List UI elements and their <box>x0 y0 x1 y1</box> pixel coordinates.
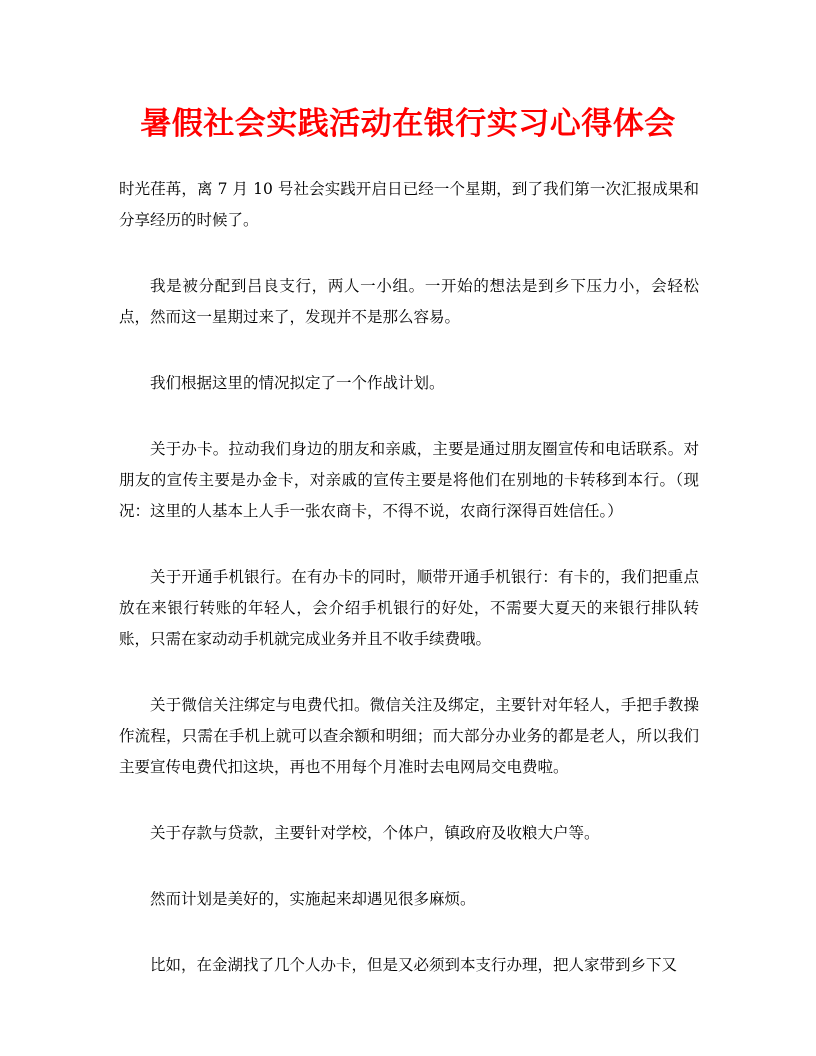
paragraph: 关于办卡。拉动我们身边的朋友和亲戚，主要是通过朋友圈宣传和电话联系。对朋友的宣传主要是办金卡，对亲戚的宣传主要是将他们在别地的卡转移到本行。（现况：这里的人基本上人手一张农商卡，不得不说，农商行深得百姓信任。） <box>119 440 699 520</box>
paragraph: 时光荏苒，离 7 月 10 号社会实践开启日已经一个星期，到了我们第一次汇报成果和分享经历的时候了。 <box>119 180 699 229</box>
document-title: 暑假社会实践活动在银行实习心得体会 <box>140 106 676 142</box>
paragraph: 我是被分配到吕良支行，两人一小组。一开始的想法是到乡下压力小，会轻松点，然而这一星期过来了，发现并不是那么容易。 <box>119 277 699 326</box>
document-body <box>119 174 699 1016</box>
paragraph: 关于开通手机银行。在有办卡的同时，顺带开通手机银行：有卡的，我们把重点放在来银行转账的年轻人，会介绍手机银行的好处，不需要大夏天的来银行排队转账，只需在家动动手机就完成业务并且不收手续费哦。 <box>119 568 699 648</box>
paragraph: 关于存款与贷款，主要针对学校，个体户，镇政府及收粮大户等。 <box>150 824 600 842</box>
paragraph: 然而计划是美好的，实施起来却遇见很多麻烦。 <box>150 890 476 908</box>
paragraph: 关于微信关注绑定与电费代扣。微信关注及绑定，主要针对年轻人，手把手教操作流程，只需在手机上就可以查余额和明细；而大部分办业务的都是老人，所以我们主要宣传电费代扣这块，再也不用每个月准时去电网局交电费啦。 <box>119 696 699 776</box>
paragraph: 比如，在金湖找了几个人办卡，但是又必须到本支行办理，把人家带到乡下又 <box>150 956 678 974</box>
paragraph: 我们根据这里的情况拟定了一个作战计划。 <box>150 374 445 392</box>
